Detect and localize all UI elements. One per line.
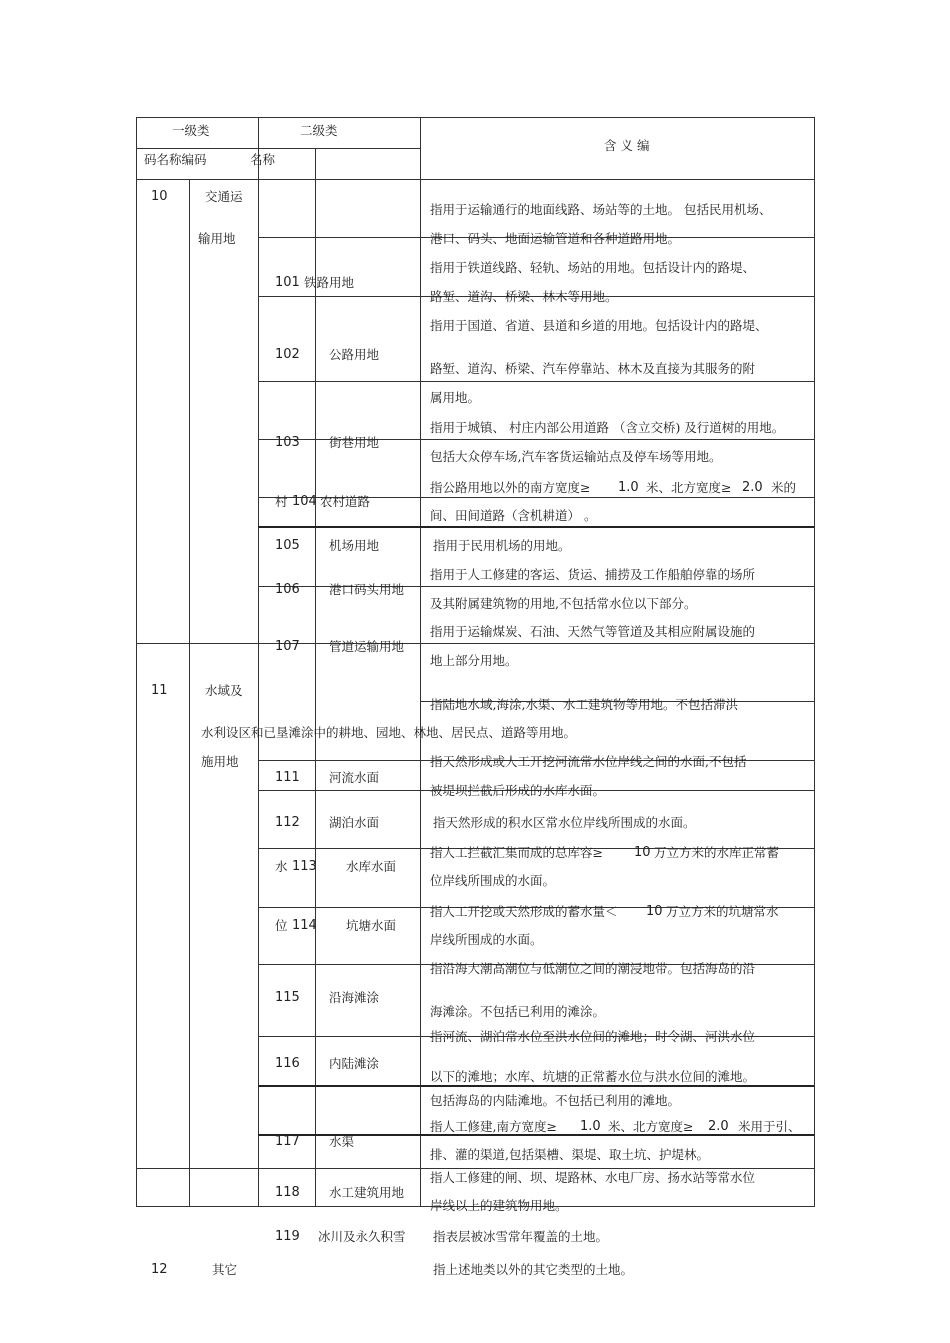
desc-103-b: 包括大众停车场,汽车客货运输站点及停车场等用地。 bbox=[430, 449, 722, 464]
name-11-b: 水利设区和已垦滩涂中的耕地、园地、林地、居民点、道路等用地。 bbox=[201, 725, 577, 740]
header-meaning: 含 义 编 bbox=[604, 138, 650, 153]
row-line bbox=[258, 381, 814, 382]
name-106: 港口码头用地 bbox=[329, 582, 405, 597]
col-divider-4 bbox=[420, 117, 421, 1207]
code-119: 119 bbox=[275, 1229, 300, 1244]
desc-117-c: 米用于引、 bbox=[738, 1119, 801, 1134]
name-111: 河流水面 bbox=[329, 770, 380, 785]
desc-10-a: 指用于运输通行的地面线路、场站等的土地。 包括民用机场、 bbox=[430, 202, 772, 217]
name-118: 水工建筑用地 bbox=[329, 1185, 405, 1200]
code-105: 105 bbox=[275, 538, 300, 553]
desc-104-b: 米、北方宽度≥ bbox=[646, 480, 732, 495]
code-102: 102 bbox=[275, 347, 300, 362]
row-line-thick bbox=[258, 1085, 814, 1087]
desc-111-b: 被堤坝拦截后形成的水库水面。 bbox=[430, 783, 606, 798]
name-10-b: 输用地 bbox=[198, 231, 236, 246]
code-118: 118 bbox=[275, 1185, 300, 1200]
desc-119-a: 指表层被冰雪常年覆盖的土地。 bbox=[433, 1229, 609, 1244]
desc-117-a: 指人工修建,南方宽度≥ bbox=[430, 1119, 557, 1134]
desc-102-b: 路堑、道沟、桥梁、汽车停靠站、林木及直接为其服务的附 bbox=[430, 361, 756, 376]
desc-117-v1: 1.0 bbox=[580, 1119, 601, 1134]
name-114: 坑塘水面 bbox=[346, 918, 397, 933]
desc-104-a: 指公路用地以外的南方宽度≥ bbox=[430, 480, 591, 495]
desc-103-a: 指用于城镇、 村庄内部公用道路 （含立交桥) 及行道树的用地。 bbox=[430, 420, 785, 435]
code-104: 104 bbox=[292, 494, 317, 509]
desc-102-c: 属用地。 bbox=[430, 390, 481, 405]
desc-114-c: 岸线所围成的水面。 bbox=[430, 932, 543, 947]
code-11: 11 bbox=[151, 683, 168, 698]
header-divider bbox=[136, 148, 421, 149]
desc-101-a: 指用于铁道线路、轻轨、场站的用地。包括设计内的路堤、 bbox=[430, 260, 756, 275]
header-bottom bbox=[136, 179, 815, 180]
desc-12-a: 指上述地类以外的其它类型的土地。 bbox=[433, 1262, 634, 1277]
code-116: 116 bbox=[275, 1056, 300, 1071]
prefix-114: 位 bbox=[275, 918, 288, 933]
desc-106-a: 指用于人工修建的客运、货运、捕捞及工作船舶停靠的场所 bbox=[430, 567, 756, 582]
name-10-a: 交通运 bbox=[205, 189, 243, 204]
table-border-left bbox=[136, 117, 137, 1207]
name-12: 其它 bbox=[212, 1262, 238, 1277]
header-name2: 名称 bbox=[250, 152, 276, 167]
name-113: 水库水面 bbox=[346, 859, 397, 874]
name-107: 管道运输用地 bbox=[329, 639, 405, 654]
code-112: 112 bbox=[275, 815, 300, 830]
desc-118-a: 指人工修建的闸、坝、堤路林、水电厂房、扬水站等常水位 bbox=[430, 1170, 756, 1185]
table-border-top bbox=[136, 117, 815, 118]
header-level1: 一级类 bbox=[172, 123, 210, 138]
code-117: 117 bbox=[275, 1134, 300, 1149]
desc-117-b: 米、北方宽度≥ bbox=[608, 1119, 694, 1134]
header-subheader: 码名称编码 bbox=[144, 152, 207, 167]
desc-10-b: 港口、码头、地面运输管道和各种道路用地。 bbox=[430, 231, 681, 246]
name-103: 街巷用地 bbox=[329, 435, 380, 450]
table-border-right bbox=[814, 117, 815, 1207]
desc-114-a: 指人工开挖或天然形成的蓄水量＜ bbox=[430, 904, 618, 919]
desc-118-b: 岸线以上的建筑物用地。 bbox=[430, 1198, 568, 1213]
desc-115-b: 海滩涂。不包括已利用的滩涂。 bbox=[430, 1004, 606, 1019]
row-line-thick bbox=[258, 526, 814, 528]
code-103: 103 bbox=[275, 435, 300, 450]
desc-113-c: 位岸线所围成的水面。 bbox=[430, 873, 556, 888]
desc-113-v1: 10 bbox=[634, 845, 651, 860]
desc-107-b: 地上部分用地。 bbox=[430, 653, 518, 668]
code-101: 101 bbox=[275, 275, 300, 290]
code-115: 115 bbox=[275, 990, 300, 1005]
row-line bbox=[136, 643, 814, 644]
desc-117-d: 排、灌的渠道,包括渠槽、渠堤、取土坑、护堤林。 bbox=[430, 1147, 709, 1162]
code-107: 107 bbox=[275, 639, 300, 654]
desc-101-b: 路堑、道沟、桥梁、林木等用地。 bbox=[430, 289, 618, 304]
col-divider-2 bbox=[258, 117, 259, 1207]
desc-113-a: 指人工拦截汇集而成的总库容≥ bbox=[430, 845, 603, 860]
col-divider-1 bbox=[189, 179, 190, 1207]
desc-114-b: 万立方米的坑塘常水 bbox=[666, 904, 779, 919]
desc-102-a: 指用于国道、省道、县道和乡道的用地。包括设计内的路堤、 bbox=[430, 318, 768, 333]
code-106: 106 bbox=[275, 582, 300, 597]
name-117: 水渠 bbox=[329, 1134, 355, 1149]
name-119: 冰川及永久积雪 bbox=[318, 1229, 406, 1244]
desc-112-a: 指天然形成的积水区常水位岸线所围成的水面。 bbox=[433, 815, 696, 830]
desc-107-a: 指用于运输煤炭、石油、天然气等管道及其相应附属设施的 bbox=[430, 624, 756, 639]
prefix-113: 水 bbox=[275, 859, 288, 874]
desc-111-a: 指天然形成或人工开挖河流常水位岸线之间的水面,不包括 bbox=[430, 754, 747, 769]
name-115: 沿海滩涂 bbox=[329, 990, 380, 1005]
desc-104-v2: 2.0 bbox=[742, 480, 763, 495]
code-114: 114 bbox=[292, 918, 317, 933]
name-11-c: 施用地 bbox=[201, 754, 239, 769]
desc-104-d: 间、田间道路（含机耕道） 。 bbox=[430, 508, 597, 523]
name-112: 湖泊水面 bbox=[329, 815, 380, 830]
name-116: 内陆滩涂 bbox=[329, 1056, 380, 1071]
code-111: 111 bbox=[275, 770, 300, 785]
desc-116-a: 指河流、湖泊常水位至洪水位间的滩地；时令湖、河洪水位 bbox=[430, 1029, 756, 1044]
desc-104-v1: 1.0 bbox=[618, 480, 639, 495]
desc-114-v1: 10 bbox=[646, 904, 663, 919]
desc-11-a: 指陆地水域,海涂,水渠、水工建筑物等用地。不包括滞洪 bbox=[430, 697, 738, 712]
desc-104-c: 米的 bbox=[771, 480, 797, 495]
header-level2: 二级类 bbox=[300, 123, 338, 138]
code-10: 10 bbox=[151, 189, 168, 204]
name-102: 公路用地 bbox=[329, 347, 380, 362]
desc-106-b: 及其附属建筑物的用地,不包括常水位以下部分。 bbox=[430, 596, 697, 611]
name-101: 铁路用地 bbox=[304, 275, 355, 290]
name-11-a: 水域及 bbox=[205, 683, 243, 698]
desc-116-c: 包括海岛的内陆滩地。不包括已利用的滩地。 bbox=[430, 1093, 681, 1108]
code-113: 113 bbox=[292, 859, 317, 874]
code-12: 12 bbox=[151, 1262, 168, 1277]
name-105: 机场用地 bbox=[329, 538, 380, 553]
desc-116-b: 以下的滩地；水库、坑塘的正常蓄水位与洪水位间的滩地。 bbox=[430, 1069, 756, 1084]
desc-117-v2: 2.0 bbox=[708, 1119, 729, 1134]
prefix-104: 村 bbox=[275, 494, 288, 509]
desc-115-a: 指沿海大潮高潮位与低潮位之间的潮浸地带。包括海岛的沿 bbox=[430, 961, 756, 976]
name-104: 农村道路 bbox=[320, 494, 371, 509]
col-divider-3 bbox=[315, 148, 316, 1207]
desc-105-a: 指用于民用机场的用地。 bbox=[433, 538, 571, 553]
desc-113-b: 万立方米的水库正常蓄 bbox=[654, 845, 780, 860]
row-line bbox=[136, 1168, 814, 1169]
